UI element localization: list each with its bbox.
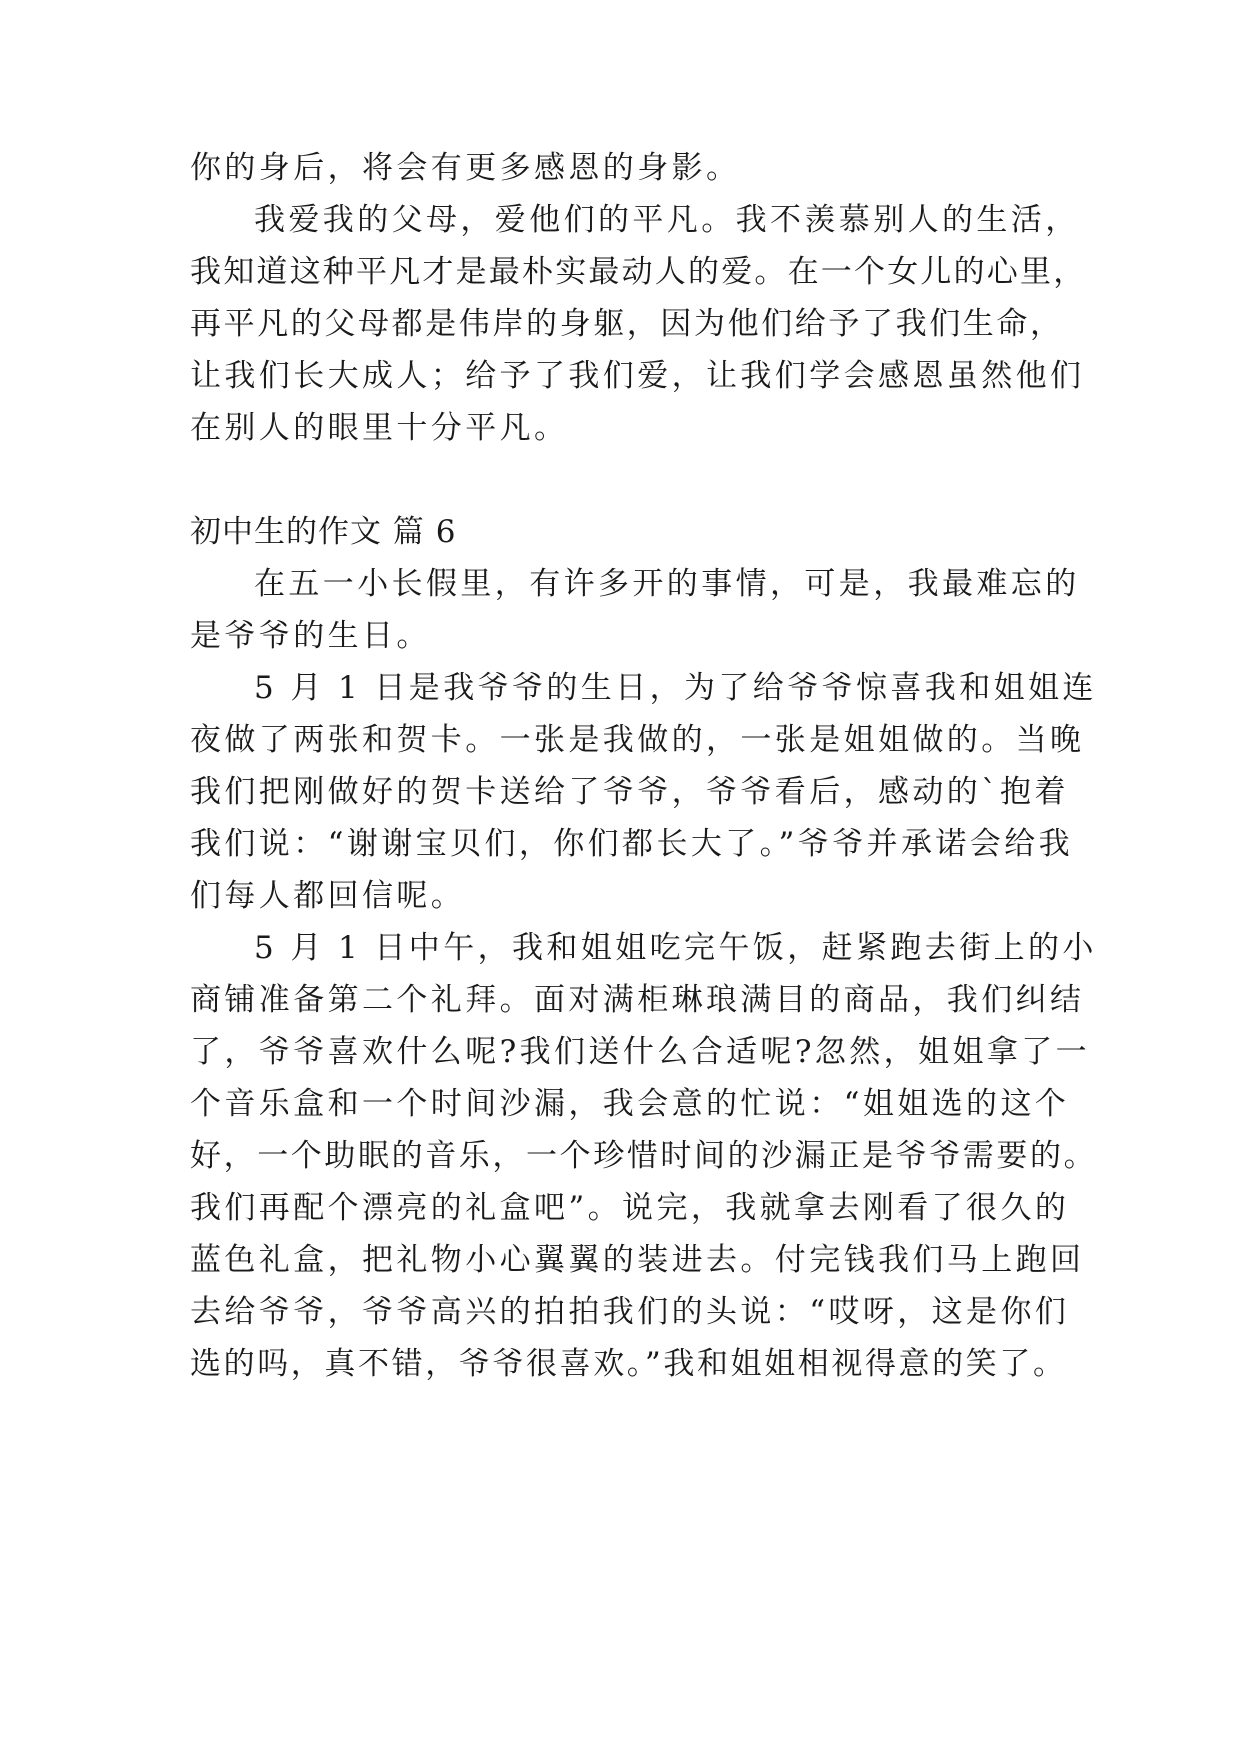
paragraph-line: 在别人的眼里十分平凡。 bbox=[190, 410, 569, 446]
paragraph-line: 在五一小长假里，有许多开的事情，可是，我最难忘的 bbox=[254, 566, 1080, 602]
paragraph-line: 让我们长大成人；给予了我们爱，让我们学会感恩虽然他们 bbox=[190, 358, 1085, 394]
paragraph-line: 再平凡的父母都是伟岸的身躯，因为他们给予了我们生命， bbox=[190, 306, 1064, 342]
paragraph-line: 个音乐盒和一个时间沙漏，我会意的忙说：“姐姐选的这个 bbox=[190, 1086, 1070, 1122]
paragraph-line: 是爷爷的生日。 bbox=[190, 618, 431, 654]
paragraph-line: 商铺准备第二个礼拜。面对满柜琳琅满目的商品，我们纠结 bbox=[190, 982, 1085, 1018]
section-heading: 初中生的作文 篇 6 bbox=[190, 514, 457, 550]
paragraph-line: 选的吗，真不错，爷爷很喜欢。”我和姐姐相视得意的笑了。 bbox=[190, 1346, 1067, 1382]
paragraph-line: 我爱我的父母，爱他们的平凡。我不羡慕别人的生活， bbox=[254, 202, 1080, 238]
paragraph-line: 去给爷爷，爷爷高兴的拍拍我们的头说：“哎呀，这是你们 bbox=[190, 1294, 1070, 1330]
paragraph-line: 们每人都回信呢。 bbox=[190, 878, 466, 914]
paragraph-line: 我们再配个漂亮的礼盒吧”。说完，我就拿去刚看了很久的 bbox=[190, 1190, 1070, 1226]
paragraph-line: 你的身后，将会有更多感恩的身影。 bbox=[190, 150, 741, 186]
paragraph-line: 我们说：“谢谢宝贝们，你们都长大了。”爷爷并承诺会给我 bbox=[190, 826, 1073, 862]
paragraph-line: 好，一个助眠的音乐，一个珍惜时间的沙漏正是爷爷需要的。 bbox=[190, 1138, 1098, 1174]
paragraph-line: 夜做了两张和贺卡。一张是我做的，一张是姐姐做的。当晚 bbox=[190, 722, 1085, 758]
paragraph-line: 了，爷爷喜欢什么呢?我们送什么合适呢?忽然，姐姐拿了一 bbox=[190, 1034, 1091, 1070]
paragraph-line: 5 月 1 日是我爷爷的生日，为了给爷爷惊喜我和姐姐连 bbox=[254, 670, 1097, 706]
paragraph-line: 我知道这种平凡才是最朴实最动人的爱。在一个女儿的心里， bbox=[190, 254, 1087, 290]
paragraph-line: 我们把刚做好的贺卡送给了爷爷，爷爷看后，感动的`抱着 bbox=[190, 774, 1069, 810]
paragraph-line: 蓝色礼盒，把礼物小心翼翼的装进去。付完钱我们马上跑回 bbox=[190, 1242, 1085, 1278]
paragraph-line: 5 月 1 日中午，我和姐姐吃完午饭，赶紧跑去街上的小 bbox=[254, 930, 1097, 966]
